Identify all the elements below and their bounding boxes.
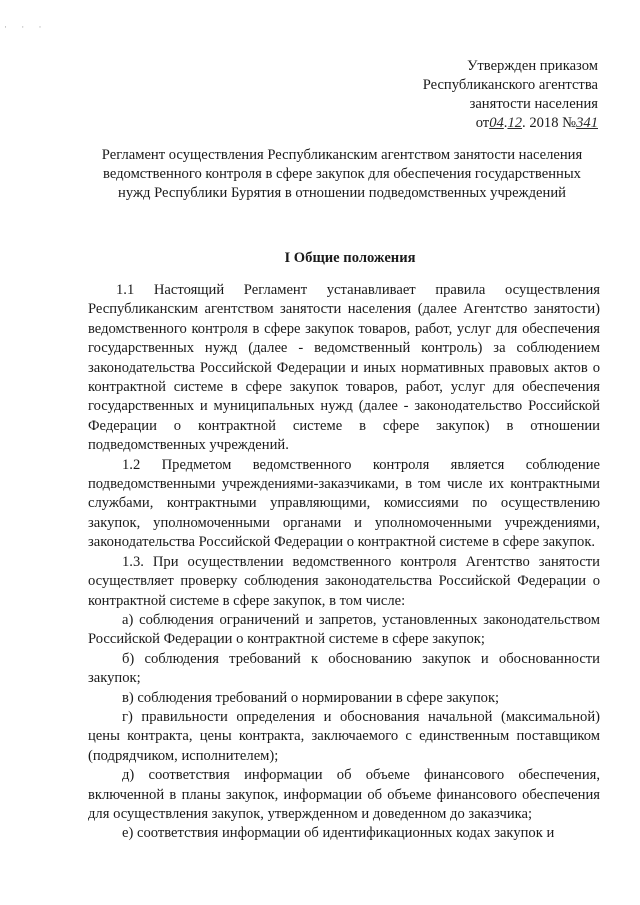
approval-stamp bbox=[423, 57, 598, 133]
date-prefix: от bbox=[475, 115, 490, 131]
handwritten-day: 04 bbox=[489, 115, 504, 131]
paragraph: 1.1 Настоящий Регламент устанавливает правила осуществления Республиканским агентством занятости населения (далее Агентство занятости) ведомственного контроля в сфере закупок товаров, работ, услуг для обеспечения государственных нужд (далее - ведомственный контроль) за соблюдением законодательства Российской Федерации и иных нормативных правовых актов о контрактной системе в сфере закупок товаров, работ, услуг для обеспечения государственных и муниципальных нужд (далее - законодательство Российской Федерации о контрактной системе в сфере закупок) в отношении подведомственных учреждений. bbox=[88, 282, 600, 454]
list-item: д) соответствия информации об объеме финансового обеспечения, включенной в планы закупок, информации об объеме финансового обеспечения для осуществления закупок, утвержденном и доведенном до заказчика; bbox=[88, 767, 600, 822]
approval-date-line: от04.12. 2018 №341 bbox=[475, 115, 598, 131]
list-item: а) соблюдения ограничений и запретов, установленных законодательством Российской Федерации о контрактной системе в сфере закупок; bbox=[88, 611, 600, 648]
list-item: г) правильности определения и обоснования начальной (максимальной) цены контракта, цены контракта, заключаемого с единственным поставщиком (подрядчиком, исполнителем); bbox=[88, 708, 600, 764]
handwritten-month: 12 bbox=[507, 115, 523, 131]
section-heading: I Общие положения bbox=[284, 250, 416, 266]
approval-line: Республиканского агентства bbox=[422, 77, 598, 93]
date-year: 2018 № bbox=[525, 115, 577, 131]
approval-line: Утвержден приказом bbox=[467, 58, 598, 74]
list-item: е) соответствия информации об идентификационных кодах закупок и bbox=[122, 825, 555, 842]
list-item: б) соблюдения требований к обоснованию закупок и обоснованности закупок; bbox=[88, 650, 600, 687]
scan-artifact: · · · bbox=[4, 22, 48, 32]
document-title: Регламент осуществления Республиканским агентством занятости населения ведомственного контроля в сфере закупок для обеспечения государственных нужд Республики Бурятия в отношении подведомственных учреждений bbox=[101, 147, 583, 201]
approval-line: занятости населения bbox=[469, 96, 598, 112]
document-body bbox=[88, 281, 600, 844]
paragraph: 1.2 Предметом ведомственного контроля является соблюдение подведомственными учреждениями-заказчиками, в том числе их контрактными службами, контрактными управляющими, комиссиями по осуществлению закупок, уполномоченными органами и уполномоченными учреждениями, законодательства Российской Федерации о контрактной системе в сфере закупок. bbox=[88, 456, 600, 551]
list-item: в) соблюдения требований о нормировании в сфере закупок; bbox=[122, 689, 500, 706]
handwritten-number: 341 bbox=[576, 115, 598, 131]
paragraph: 1.3. При осуществлении ведомственного контроля Агентство занятости осуществляет проверку соблюдения законодательства Российской Федерации о контрактной системе в сфере закупок, в том числе: bbox=[88, 553, 600, 609]
